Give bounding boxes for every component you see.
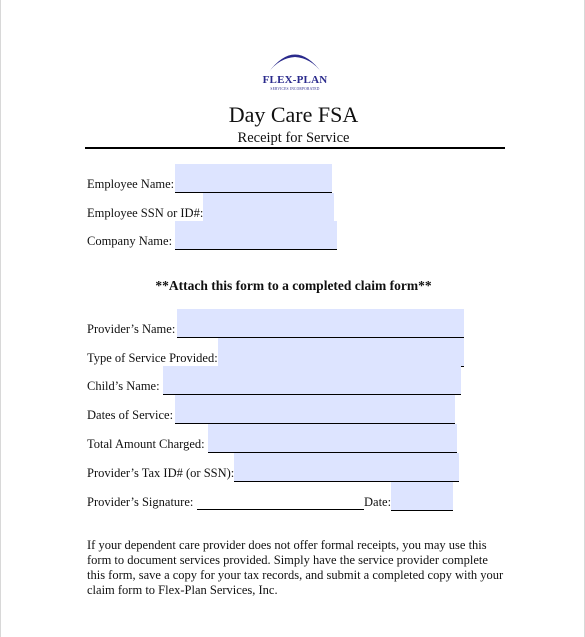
- form-subtitle: Receipt for Service: [237, 130, 350, 146]
- instructions-line-1: If your dependent care provider does not offer formal receipts, you may use this: [87, 538, 487, 552]
- signature-date-field[interactable]: [391, 482, 453, 511]
- instructions-line-3: this form, save a copy for your tax records, and submit a completed copy with your: [87, 568, 504, 582]
- attach-notice: **Attach this form to a completed claim form**: [155, 278, 432, 293]
- employee-ssn-label: Employee SSN or ID#:: [87, 206, 204, 220]
- flex-plan-logo: [257, 44, 333, 96]
- instructions-text: [87, 538, 507, 598]
- employee-ssn-field[interactable]: [203, 193, 334, 222]
- service-dates-field[interactable]: [175, 395, 455, 424]
- service-type-field[interactable]: [218, 338, 464, 367]
- employee-name-field[interactable]: [175, 164, 332, 193]
- total-amount-label: Total Amount Charged:: [87, 437, 205, 451]
- child-name-label: Child’s Name:: [87, 379, 160, 393]
- form-title: Day Care FSA: [228, 102, 359, 127]
- instructions-line-2: form to document services provided. Simply have the service provider complete: [87, 553, 488, 567]
- provider-name-label: Provider’s Name:: [87, 322, 176, 336]
- logo-tagline: SERVICES INCORPORATED: [270, 87, 320, 91]
- service-type-label: Type of Service Provided:: [87, 351, 218, 365]
- company-name-field[interactable]: [175, 221, 337, 250]
- date-label: Date:: [364, 495, 392, 509]
- total-amount-field[interactable]: [208, 424, 457, 453]
- logo-name: FLEX-PLAN: [262, 74, 328, 86]
- service-dates-label: Dates of Service:: [87, 408, 174, 422]
- company-name-label: Company Name:: [87, 234, 173, 248]
- tax-id-field[interactable]: [234, 453, 459, 482]
- signature-label: Provider’s Signature:: [87, 495, 194, 509]
- logo-arc-icon: [266, 44, 324, 74]
- signature-line[interactable]: [197, 509, 364, 510]
- employee-name-label: Employee Name:: [87, 177, 175, 191]
- instructions-line-4: claim form to Flex-Plan Services, Inc.: [87, 583, 278, 597]
- header-divider: [85, 147, 505, 149]
- provider-name-field[interactable]: [177, 309, 464, 338]
- child-name-field[interactable]: [163, 366, 461, 395]
- tax-id-label: Provider’s Tax ID# (or SSN):: [87, 466, 235, 480]
